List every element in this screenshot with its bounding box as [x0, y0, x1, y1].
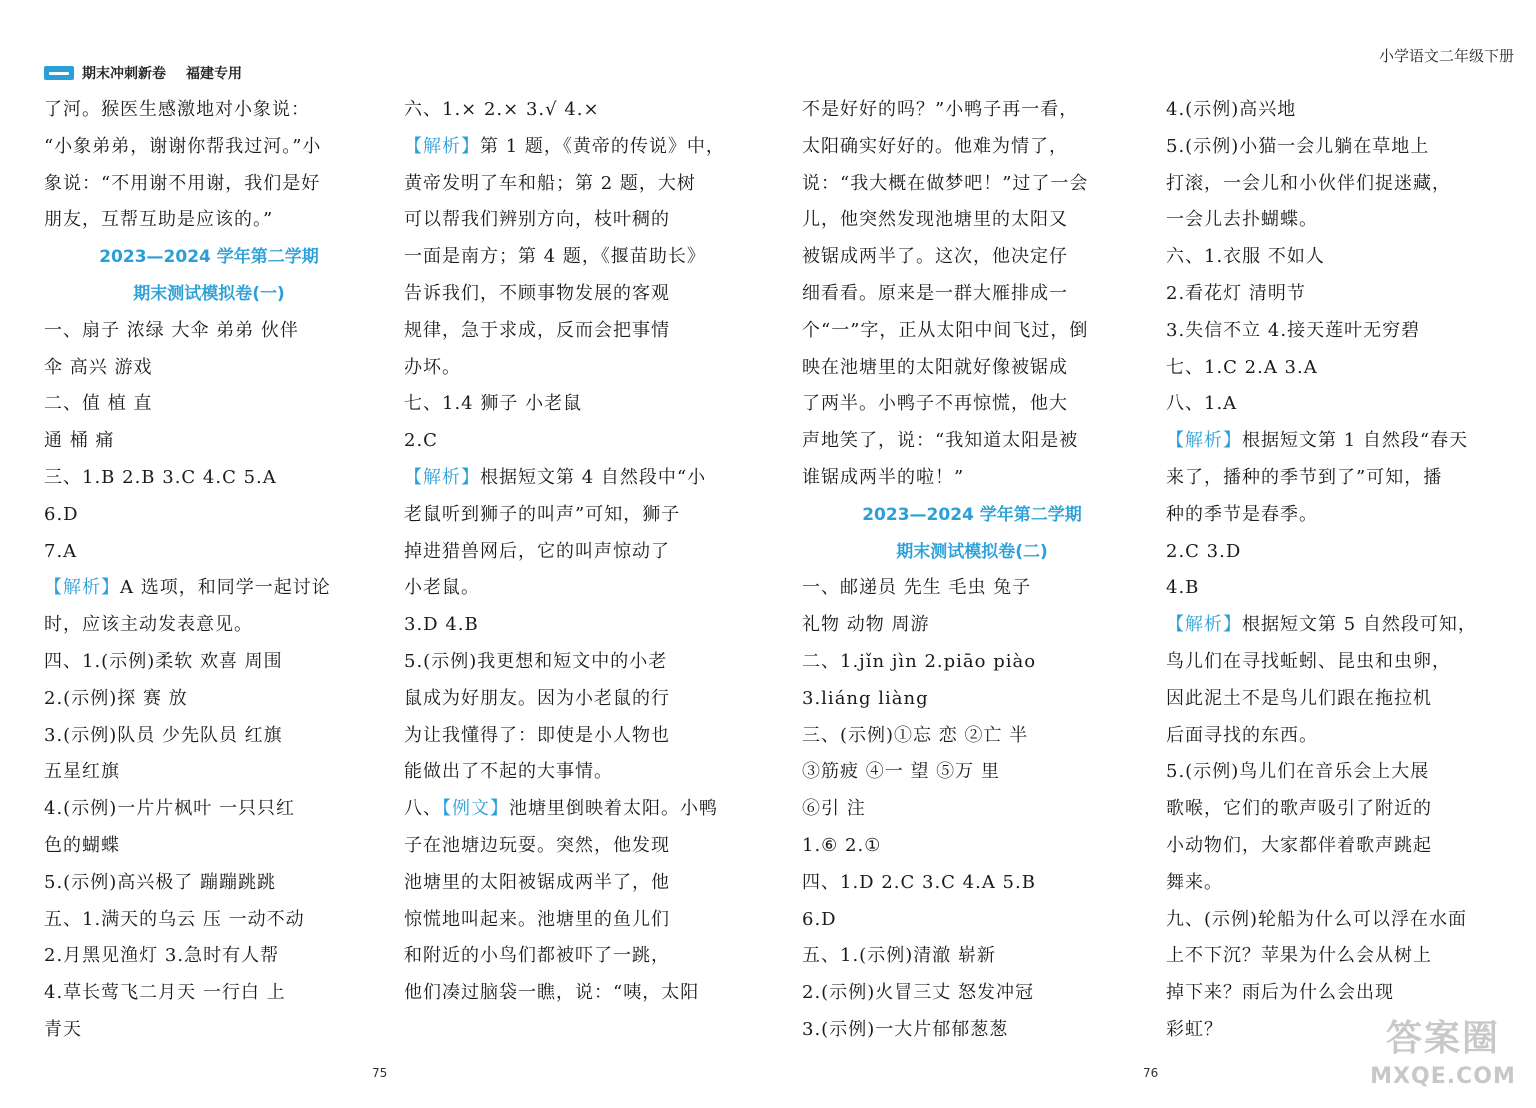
- line-text: 象说：“不用谢不用谢，我们是好: [44, 172, 321, 194]
- line-text: 3.失信不立 4.接天莲叶无穷碧: [1166, 319, 1421, 341]
- line-text: 2.(示例)探 赛 放: [44, 687, 188, 709]
- answer-line: [404, 276, 734, 313]
- line-text: 青天: [44, 1018, 82, 1040]
- line-text: 伞 高兴 游戏: [44, 356, 153, 378]
- line-text: 黄帝发明了车和船；第 2 题，大树: [404, 172, 696, 194]
- answer-line: [404, 644, 734, 681]
- line-text: 时，应该主动发表意见。: [44, 614, 253, 636]
- line-text: 根据短文第 5 自然段可知，: [1242, 614, 1477, 636]
- line-text: 2023—2024 学年第二学期: [99, 247, 319, 268]
- line-text: 儿，他突然发现池塘里的太阳又: [802, 209, 1068, 231]
- answer-line: [44, 460, 374, 497]
- answer-line: [44, 129, 374, 166]
- answer-line: [802, 681, 1142, 718]
- line-text: 掉进猎兽网后，它的叫声惊动了: [404, 540, 670, 562]
- line-text: 5.(示例)小猫一会儿躺在草地上: [1166, 135, 1430, 157]
- answer-line: [44, 534, 374, 571]
- answer-line: [404, 129, 734, 166]
- line-text: 了河。猴医生感激地对小象说：: [44, 99, 310, 120]
- answer-line: [1166, 92, 1511, 129]
- answer-line: [802, 202, 1142, 239]
- answer-line: [404, 497, 734, 534]
- answer-line: [1166, 570, 1511, 607]
- line-text: 期末测试模拟卷(一): [133, 283, 285, 304]
- line-text: 一、邮递员 先生 毛虫 兔子: [802, 577, 1032, 599]
- answer-line: [44, 1012, 374, 1049]
- line-text: 5.(示例)鸟儿们在音乐会上大展: [1166, 761, 1430, 783]
- line-text: 3.liáng liàng: [802, 687, 929, 709]
- line-text: 可以帮我们辨别方向，枝叶稠的: [404, 209, 670, 231]
- line-text: 七、1.C 2.A 3.A: [1166, 356, 1318, 378]
- answer-line: [404, 350, 734, 387]
- answer-line: [44, 681, 374, 718]
- line-text: 6.D: [802, 908, 837, 930]
- line-text: 2.看花灯 清明节: [1166, 282, 1306, 304]
- line-text: 6.D: [44, 503, 79, 525]
- line-text: 2.C: [404, 430, 438, 452]
- answer-line: [1166, 460, 1511, 497]
- line-text: 根据短文第 1 自然段“春天: [1242, 430, 1469, 452]
- page-number-left: 75: [372, 1066, 388, 1080]
- watermark-domain: MXQE.COM: [1370, 1064, 1516, 1089]
- watermark-logo: [1368, 1016, 1518, 1102]
- answer-line: [802, 239, 1142, 276]
- line-text: 规律，急于求成，反而会把事情: [404, 319, 670, 341]
- answer-line: [404, 865, 734, 902]
- line-text: 通 桶 痛: [44, 430, 115, 452]
- answer-line: [44, 902, 374, 939]
- answer-line: [404, 313, 734, 350]
- answer-line: [1166, 497, 1511, 534]
- answer-line: [802, 313, 1142, 350]
- line-text: 告诉我们，不顾事物发展的客观: [404, 282, 670, 304]
- answer-line: [1166, 129, 1511, 166]
- column-1: [44, 92, 374, 1049]
- answer-line: [404, 386, 734, 423]
- book-title: 小学语文二年级下册: [1378, 47, 1514, 65]
- line-text: 声地笑了，说：“我知道太阳是被: [802, 430, 1079, 452]
- line-text: 六、1.× 2.× 3.√ 4.×: [404, 99, 600, 120]
- answer-line: [404, 534, 734, 571]
- line-text: 2023—2024 学年第二学期: [862, 504, 1082, 525]
- answer-line: [44, 423, 374, 460]
- line-text: ③筋疲 ④一 望 ⑤万 里: [802, 761, 1000, 783]
- answer-line: [1166, 644, 1511, 681]
- answer-line: [802, 460, 1142, 497]
- line-text: 七、1.4 狮子 小老鼠: [404, 393, 583, 415]
- line-text: 3.D 4.B: [404, 614, 479, 636]
- line-text: 二、1.jǐn jìn 2.piāo piào: [802, 650, 1037, 672]
- answer-line: [1166, 938, 1511, 975]
- line-text: 4.B: [1166, 577, 1200, 599]
- answer-line: [44, 570, 374, 607]
- line-text: 1.⑥ 2.①: [802, 834, 882, 856]
- answer-line: [1166, 534, 1511, 571]
- answer-line: [404, 718, 734, 755]
- answer-line: [802, 166, 1142, 203]
- answer-line: [404, 938, 734, 975]
- line-text: 4.(示例)高兴地: [1166, 99, 1297, 120]
- answer-line: [404, 423, 734, 460]
- answer-line: [404, 202, 734, 239]
- line-text: 歌喉，它们的歌声吸引了附近的: [1166, 798, 1432, 820]
- answer-line: [1166, 313, 1511, 350]
- line-text: 掉下来？雨后为什么会出现: [1166, 982, 1394, 1004]
- line-text: 说：“我大概在做梦吧！”过了一会: [802, 172, 1089, 194]
- answer-line: [44, 313, 374, 350]
- line-text: 池塘里的太阳被锯成两半了，他: [404, 871, 670, 893]
- answer-line: [44, 92, 374, 129]
- line-text: 办坏。: [404, 356, 461, 378]
- answer-line: [802, 754, 1142, 791]
- answer-line: [1166, 791, 1511, 828]
- line-text: 3.(示例)队员 少先队员 红旗: [44, 724, 283, 746]
- header-left: [44, 62, 242, 84]
- line-text: 第 1 题，《黄帝的传说》中，: [480, 135, 725, 157]
- line-text: 2.(示例)火冒三丈 怒发冲冠: [802, 982, 1034, 1004]
- line-text: 打滚，一会儿和小伙伴们捉迷藏，: [1166, 172, 1451, 194]
- answer-line: [802, 718, 1142, 755]
- answer-line: [802, 1012, 1142, 1049]
- line-text: 四、1.(示例)柔软 欢喜 周围: [44, 650, 283, 672]
- edition-label: 福建专用: [186, 66, 242, 82]
- answer-line: [802, 386, 1142, 423]
- line-text: 4.(示例)一片片枫叶 一只只红: [44, 798, 295, 820]
- answer-line: [404, 460, 734, 497]
- line-text: 了两半。小鸭子不再惊慌，他大: [802, 393, 1068, 415]
- analysis-tag: 【解析】: [44, 577, 120, 599]
- line-text: 惊慌地叫起来。池塘里的鱼儿们: [404, 908, 670, 930]
- line-text: 来了，播种的季节到了”可知，播: [1166, 466, 1443, 488]
- line-text: 3.(示例)一大片郁郁葱葱: [802, 1018, 1009, 1040]
- line-text: 2.C 3.D: [1166, 540, 1242, 562]
- line-text: 池塘里倒映着太阳。小鸭: [509, 798, 718, 820]
- answer-line: [404, 681, 734, 718]
- line-text: 小老鼠。: [404, 577, 480, 599]
- answer-line: [1166, 202, 1511, 239]
- line-text: 上不下沉？苹果为什么会从树上: [1166, 945, 1432, 967]
- line-text: 细看看。原来是一群大雁排成一: [802, 282, 1068, 304]
- answer-line: [802, 423, 1142, 460]
- column-3: [802, 92, 1142, 1049]
- line-text: 鸟儿们在寻找蚯蚓、昆虫和虫卵，: [1166, 650, 1451, 672]
- answer-line: [802, 570, 1142, 607]
- line-text: 他们凑过脑袋一瞧，说：“咦，太阳: [404, 982, 700, 1004]
- line-text: 朋友，互帮互助是应该的。”: [44, 209, 274, 231]
- answer-line: [1166, 975, 1511, 1012]
- line-text: 后面寻找的东西。: [1166, 724, 1318, 746]
- analysis-tag: 【解析】: [1166, 614, 1242, 636]
- analysis-tag: 【解析】: [404, 135, 480, 157]
- answer-line: [404, 791, 734, 828]
- line-text: 二、值 植 直: [44, 393, 153, 415]
- answer-line: [1166, 350, 1511, 387]
- section-title: [44, 276, 374, 313]
- answer-line: [1166, 386, 1511, 423]
- answer-line: [802, 791, 1142, 828]
- section-title: [802, 497, 1142, 534]
- analysis-tag: 【解析】: [1166, 430, 1242, 452]
- line-text: ⑥引 注: [802, 798, 866, 820]
- answer-line: [44, 754, 374, 791]
- answer-line: [404, 570, 734, 607]
- line-text: 个“一”字，正从太阳中间飞过，倒: [802, 319, 1089, 341]
- line-text: A 选项，和同学一起讨论: [120, 577, 331, 599]
- line-text: 四、1.D 2.C 3.C 4.A 5.B: [802, 871, 1036, 893]
- answer-line: [44, 166, 374, 203]
- brand-logo-icon: [44, 66, 74, 80]
- question-number: 八、: [404, 798, 442, 820]
- answer-line: [404, 828, 734, 865]
- answer-line: [44, 865, 374, 902]
- line-text: 一面是南方；第 4 题，《揠苗助长》: [404, 246, 706, 268]
- line-text: 小动物们，大家都伴着歌声跳起: [1166, 834, 1432, 856]
- answer-line: [802, 644, 1142, 681]
- line-text: 五、1.(示例)清澈 崭新: [802, 945, 996, 967]
- line-text: 一、扇子 浓绿 大伞 弟弟 伙伴: [44, 319, 299, 341]
- series-name: 期末冲刺新卷: [82, 66, 166, 82]
- line-text: 为让我懂得了：即使是小人物也: [404, 724, 670, 746]
- answer-line: [802, 975, 1142, 1012]
- answer-line: [44, 791, 374, 828]
- line-text: 5.(示例)我更想和短文中的小老: [404, 650, 668, 672]
- line-text: 2.月黑见渔灯 3.急时有人帮: [44, 945, 280, 967]
- column-2: [404, 92, 734, 1012]
- line-text: 色的蝴蝶: [44, 834, 120, 856]
- answer-line: [1166, 865, 1511, 902]
- line-text: 六、1.衣服 不如人: [1166, 246, 1325, 268]
- answer-line: [44, 938, 374, 975]
- answer-line: [44, 607, 374, 644]
- line-text: 谁锯成两半的啦！”: [802, 466, 965, 488]
- answer-line: [404, 975, 734, 1012]
- page-number-right: 76: [1143, 1066, 1159, 1080]
- answer-line: [802, 902, 1142, 939]
- line-text: 5.(示例)高兴极了 蹦蹦跳跳: [44, 871, 276, 893]
- answer-line: [1166, 276, 1511, 313]
- answer-line: [1166, 718, 1511, 755]
- answer-line: [802, 938, 1142, 975]
- column-4: [1166, 92, 1511, 1049]
- answer-line: [404, 92, 734, 129]
- answer-line: [802, 828, 1142, 865]
- answer-line: [802, 350, 1142, 387]
- answer-line: [44, 828, 374, 865]
- answer-line: [1166, 681, 1511, 718]
- line-text: 彩虹？: [1166, 1018, 1223, 1040]
- line-text: 五星红旗: [44, 761, 120, 783]
- line-text: 子在池塘边玩耍。突然，他发现: [404, 834, 670, 856]
- line-text: 4.草长莺飞二月天 一行白 上: [44, 982, 286, 1004]
- line-text: 三、(示例)①忘 恋 ②亡 半: [802, 724, 1029, 746]
- answer-line: [404, 607, 734, 644]
- line-text: 根据短文第 4 自然段中“小: [480, 466, 707, 488]
- answer-line: [802, 865, 1142, 902]
- line-text: 种的季节是春季。: [1166, 503, 1318, 525]
- line-text: 不是好好的吗？”小鸭子再一看，: [802, 99, 1079, 120]
- answer-line: [802, 276, 1142, 313]
- answer-line: [1166, 423, 1511, 460]
- answer-line: [404, 754, 734, 791]
- line-text: 一会儿去扑蝴蝶。: [1166, 209, 1318, 231]
- answer-line: [44, 202, 374, 239]
- section-title: [802, 534, 1142, 571]
- line-text: 被锯成两半了。这次，他决定仔: [802, 246, 1068, 268]
- answer-line: [44, 644, 374, 681]
- line-text: “小象弟弟，谢谢你帮我过河。”小: [44, 135, 322, 157]
- line-text: 能做出了不起的大事情。: [404, 761, 613, 783]
- answer-line: [802, 129, 1142, 166]
- section-title: [44, 239, 374, 276]
- answer-line: [1166, 754, 1511, 791]
- answer-line: [1166, 902, 1511, 939]
- line-text: 舞来。: [1166, 871, 1223, 893]
- line-text: 九、(示例)轮船为什么可以浮在水面: [1166, 908, 1468, 930]
- answer-line: [802, 92, 1142, 129]
- line-text: 三、1.B 2.B 3.C 4.C 5.A: [44, 466, 277, 488]
- line-text: 八、1.A: [1166, 393, 1238, 415]
- answer-line: [404, 239, 734, 276]
- line-text: 礼物 动物 周游: [802, 614, 930, 636]
- line-text: 和附近的小鸟们都被吓了一跳，: [404, 945, 670, 967]
- answer-line: [404, 902, 734, 939]
- analysis-tag: 【解析】: [404, 466, 480, 488]
- answer-line: [1166, 828, 1511, 865]
- analysis-tag: 【例文】: [442, 798, 509, 820]
- answer-line: [404, 166, 734, 203]
- line-text: 太阳确实好好的。他难为情了，: [802, 135, 1068, 157]
- answer-line: [44, 975, 374, 1012]
- answer-line: [1166, 607, 1511, 644]
- line-text: 因此泥土不是鸟儿们跟在拖拉机: [1166, 687, 1432, 709]
- answer-line: [44, 386, 374, 423]
- line-text: 五、1.满天的乌云 压 一动不动: [44, 908, 305, 930]
- line-text: 7.A: [44, 540, 78, 562]
- line-text: 老鼠听到狮子的叫声”可知，狮子: [404, 503, 681, 525]
- answer-line: [44, 350, 374, 387]
- line-text: 鼠成为好朋友。因为小老鼠的行: [404, 687, 670, 709]
- answer-line: [1166, 239, 1511, 276]
- line-text: 期末测试模拟卷(二): [896, 541, 1048, 562]
- answer-line: [802, 607, 1142, 644]
- watermark-text: 答案圈: [1385, 1018, 1500, 1059]
- answer-line: [44, 718, 374, 755]
- line-text: 映在池塘里的太阳就好像被锯成: [802, 356, 1068, 378]
- answer-line: [1166, 166, 1511, 203]
- answer-line: [44, 497, 374, 534]
